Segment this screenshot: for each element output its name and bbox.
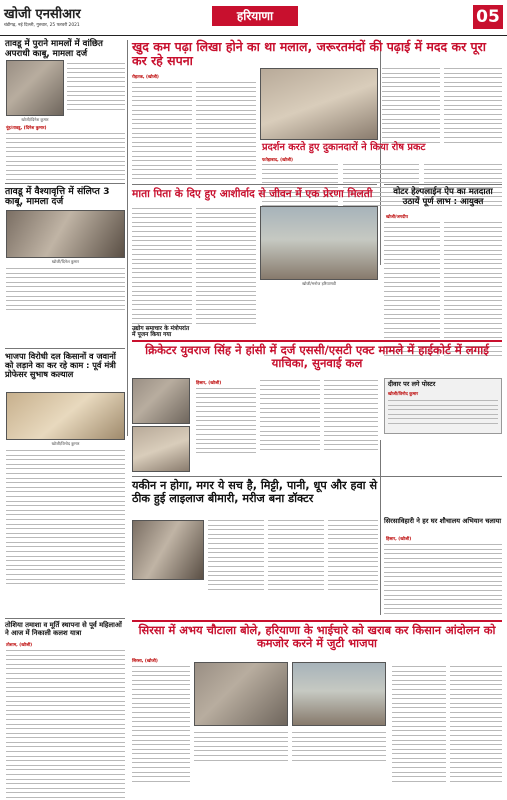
section-divider [384,184,502,185]
column-rule [380,440,381,615]
story-photo [260,68,378,140]
story-body-text [260,380,320,454]
photo-caption: खोजी/विनोद कुमार [51,441,80,446]
story-body-text [292,732,386,764]
story-body-text [262,164,338,210]
masthead [0,0,507,36]
story-byline: खोजी/जगदीप [386,215,408,220]
section-divider [132,184,377,185]
newspaper-logo: खोजी एनसीआर [4,7,81,22]
story-body-text [6,133,125,184]
page-number: 05 [473,5,503,29]
story-body-text [6,450,125,588]
story-body-text [384,544,502,618]
story-byline: हिसार, (खोजी) [386,537,412,542]
story-body-text [67,60,125,116]
section-divider [132,340,502,342]
story-headline: यकीन न होगा, मगर ये सच है, मिट्टी, पानी, धूप और हवा से ठीक हुई लाइलाज बीमारी, मरीज बना डॉक्टर [132,479,378,505]
photo-caption: खोजी/दिनेश कुमार [21,117,49,122]
section-divider [5,618,125,619]
edition-date: चंडीगढ़, नई दिल्ली, गुरुवार, 25 फरवरी 2021 [4,23,80,28]
story-headline: माता पिता के दिए हुए आशीर्वाद से जीवन में एक प्रेरणा मिलती [132,188,373,200]
story-subhead: उद्योग समाचार के मंत्रोपरांत में पूजन किया गया [132,326,190,339]
story-photo [292,662,386,726]
story-body-text [6,650,125,800]
story-photo [132,426,190,472]
story-byline: खोजी/विनोद कुमार [388,392,419,397]
story-body-text [328,520,378,594]
story-photo [6,392,125,440]
story-body-text [268,520,324,594]
story-headline: तोशिया तमाशा व मूर्ति स्थापना से पूर्व महिलाओं ने आज में निकाली कलश यात्रा [5,621,122,637]
story-headline: दीवार पर लगे पोस्टर [388,380,436,388]
story-body-text [444,68,502,146]
section-title: हरियाणा [212,6,298,26]
story-body-text [194,732,288,764]
story-body-text [324,380,378,454]
story-byline: सिरसा, (खोजी) [132,659,158,664]
story-photo [132,520,204,580]
story-headline: भाजपा विरोधी दल किसानों व जवानों को लड़ाने का कर रहे काम : पूर्व मंत्री प्रोफेसर सुभाष कल्याल [5,351,116,380]
column-rule [127,40,128,436]
story-body-text [196,388,256,457]
story-byline: नूंह/तावडू, (दिनेश कुमार) [6,126,47,131]
section-divider [132,476,502,477]
story-body-text [196,208,256,327]
story-body-text [196,82,256,183]
story-headline: वोटर हेल्पलाईन ऐप का मतदाता उठायें पूर्ण लाभ : आयुक्त [393,187,493,207]
story-body-text [208,520,264,594]
story-body-text [450,666,502,785]
story-headline: प्रदर्शन करते हुए दुकानदारों ने किया रोष प्रकट [262,142,426,153]
story-photo [6,60,64,116]
section-divider [5,348,125,349]
story-byline: तोशाम, (खोजी) [6,643,33,648]
story-headline: तावडू में पुराने मामलों में वांछित अपराधी काबू, मामला दर्ज [5,39,103,59]
story-byline: हिसार, (खोजी) [196,381,222,386]
story-body-text [132,208,192,327]
story-body-text [132,666,190,785]
story-byline: फतेहाबाद, (खोजी) [262,158,293,163]
story-photo [194,662,288,726]
section-divider [132,620,502,622]
story-body-text [388,400,498,428]
story-photo [260,206,378,280]
story-headline: क्रिकेटर युवराज सिंह ने हांसी में दर्ज एससी/एसटी एक्ट मामले में हाईकोर्ट में लगाई याचिका, सुनवाई कल [145,343,489,370]
story-photo [6,210,125,258]
story-photo [132,378,190,424]
story-body-text [392,666,446,785]
section-divider [5,183,125,184]
story-headline: तावडू में वैश्यावृत्ति में संलिप्त 3 काबू, मामला दर्ज [5,186,110,208]
story-body-text [6,268,125,314]
photo-caption: खोजी/मनोज हरियाणवी [302,281,336,286]
story-body-text [132,82,192,183]
lead-headline: खुद कम पढ़ा लिखा होने का था मलाल, जरूरतमंदों की पढ़ाई में मदद कर पूरा कर रहे सपना [132,39,487,68]
story-byline: रोहतक, (खोजी) [132,75,159,80]
story-headline: सिरसाविहारी ने हर घर शौचालय अभियान चलाया [384,517,502,525]
photo-caption: खोजी/दिनेश कुमार [51,259,80,264]
story-body-text [382,68,440,146]
story-headline: सिरसा में अभय चौटाला बोले, हरियाणा के भाईचारे को खराब कर किसान आंदोलन को कमजोर करने में जुटी भाजपा [138,623,496,650]
